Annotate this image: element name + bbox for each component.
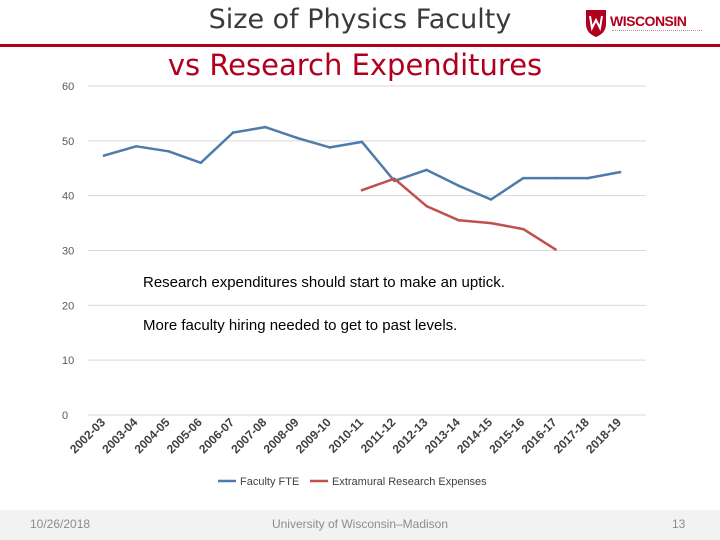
data-point [296, 137, 299, 140]
footer-organization: University of Wisconsin–Madison [271, 517, 449, 531]
data-point [167, 150, 170, 153]
data-point [522, 177, 525, 180]
x-tick-label: 2017-18 [550, 415, 592, 457]
x-tick-label: 2002-03 [67, 415, 109, 457]
data-point [199, 161, 202, 164]
data-point [490, 198, 493, 201]
x-tick-label: 2009-10 [292, 415, 334, 457]
slide-title: Size of Physics Faculty [208, 4, 512, 35]
data-point [554, 177, 557, 180]
annotation-hiring: More faculty hiring needed to get to past levels. [143, 317, 458, 334]
data-point [361, 189, 364, 192]
y-tick-label: 50 [62, 135, 75, 148]
x-tick-label: 2015-16 [486, 415, 528, 457]
x-tick-label: 2014-15 [454, 415, 496, 457]
y-tick-label: 20 [62, 300, 75, 313]
series-line-research-expenses [362, 179, 556, 250]
footer-date: 10/26/2018 [30, 517, 91, 531]
x-tick-label: 2006-07 [196, 415, 238, 457]
annotation-uptick: Research expenditures should start to make an uptick. [143, 274, 505, 291]
data-point [264, 126, 267, 129]
x-tick-label: 2008-09 [260, 415, 302, 457]
x-tick-label: 2011-12 [357, 415, 399, 456]
data-point [457, 184, 460, 187]
data-point [457, 219, 460, 222]
data-point [393, 177, 396, 180]
logo-wordmark: WISCONSIN [610, 13, 687, 29]
y-axis [62, 81, 74, 422]
y-tick-label: 30 [62, 245, 75, 258]
y-tick-label: 40 [62, 190, 75, 203]
data-point [586, 177, 589, 180]
y-tick-label: 60 [62, 81, 75, 93]
x-tick-label: 2007-08 [228, 415, 270, 457]
data-point [425, 205, 428, 208]
series-lines [103, 126, 622, 251]
x-tick-label: 2012-13 [389, 415, 431, 457]
y-tick-label: 0 [62, 410, 69, 422]
data-point [135, 145, 138, 148]
data-point [103, 154, 106, 157]
x-tick-label: 2003-04 [99, 415, 141, 457]
data-point [619, 171, 622, 174]
data-point [232, 131, 235, 134]
x-tick-label: 2013-14 [421, 415, 463, 457]
x-tick-label: 2010-11 [325, 415, 367, 456]
series-line-faculty-fte [104, 127, 620, 199]
data-point [490, 222, 493, 225]
data-point [425, 169, 428, 172]
legend-label-faculty: Faculty FTE [240, 476, 300, 488]
x-tick-label: 2016-17 [518, 415, 560, 457]
x-tick-label: 2018-19 [583, 415, 625, 457]
x-tick-label: 2005-06 [163, 415, 205, 457]
legend-label-research: Extramural Research Expenses [332, 476, 487, 488]
gridlines [88, 86, 646, 415]
data-point [522, 228, 525, 231]
slide-subtitle: vs Research Expenditures [167, 48, 543, 82]
legend [218, 476, 487, 488]
x-axis [67, 415, 624, 456]
y-tick-label: 10 [62, 355, 75, 368]
data-point [554, 248, 557, 251]
data-point [328, 146, 331, 149]
page-number: 13 [672, 517, 686, 531]
x-tick-label: 2004-05 [131, 415, 173, 457]
data-point [361, 141, 364, 144]
